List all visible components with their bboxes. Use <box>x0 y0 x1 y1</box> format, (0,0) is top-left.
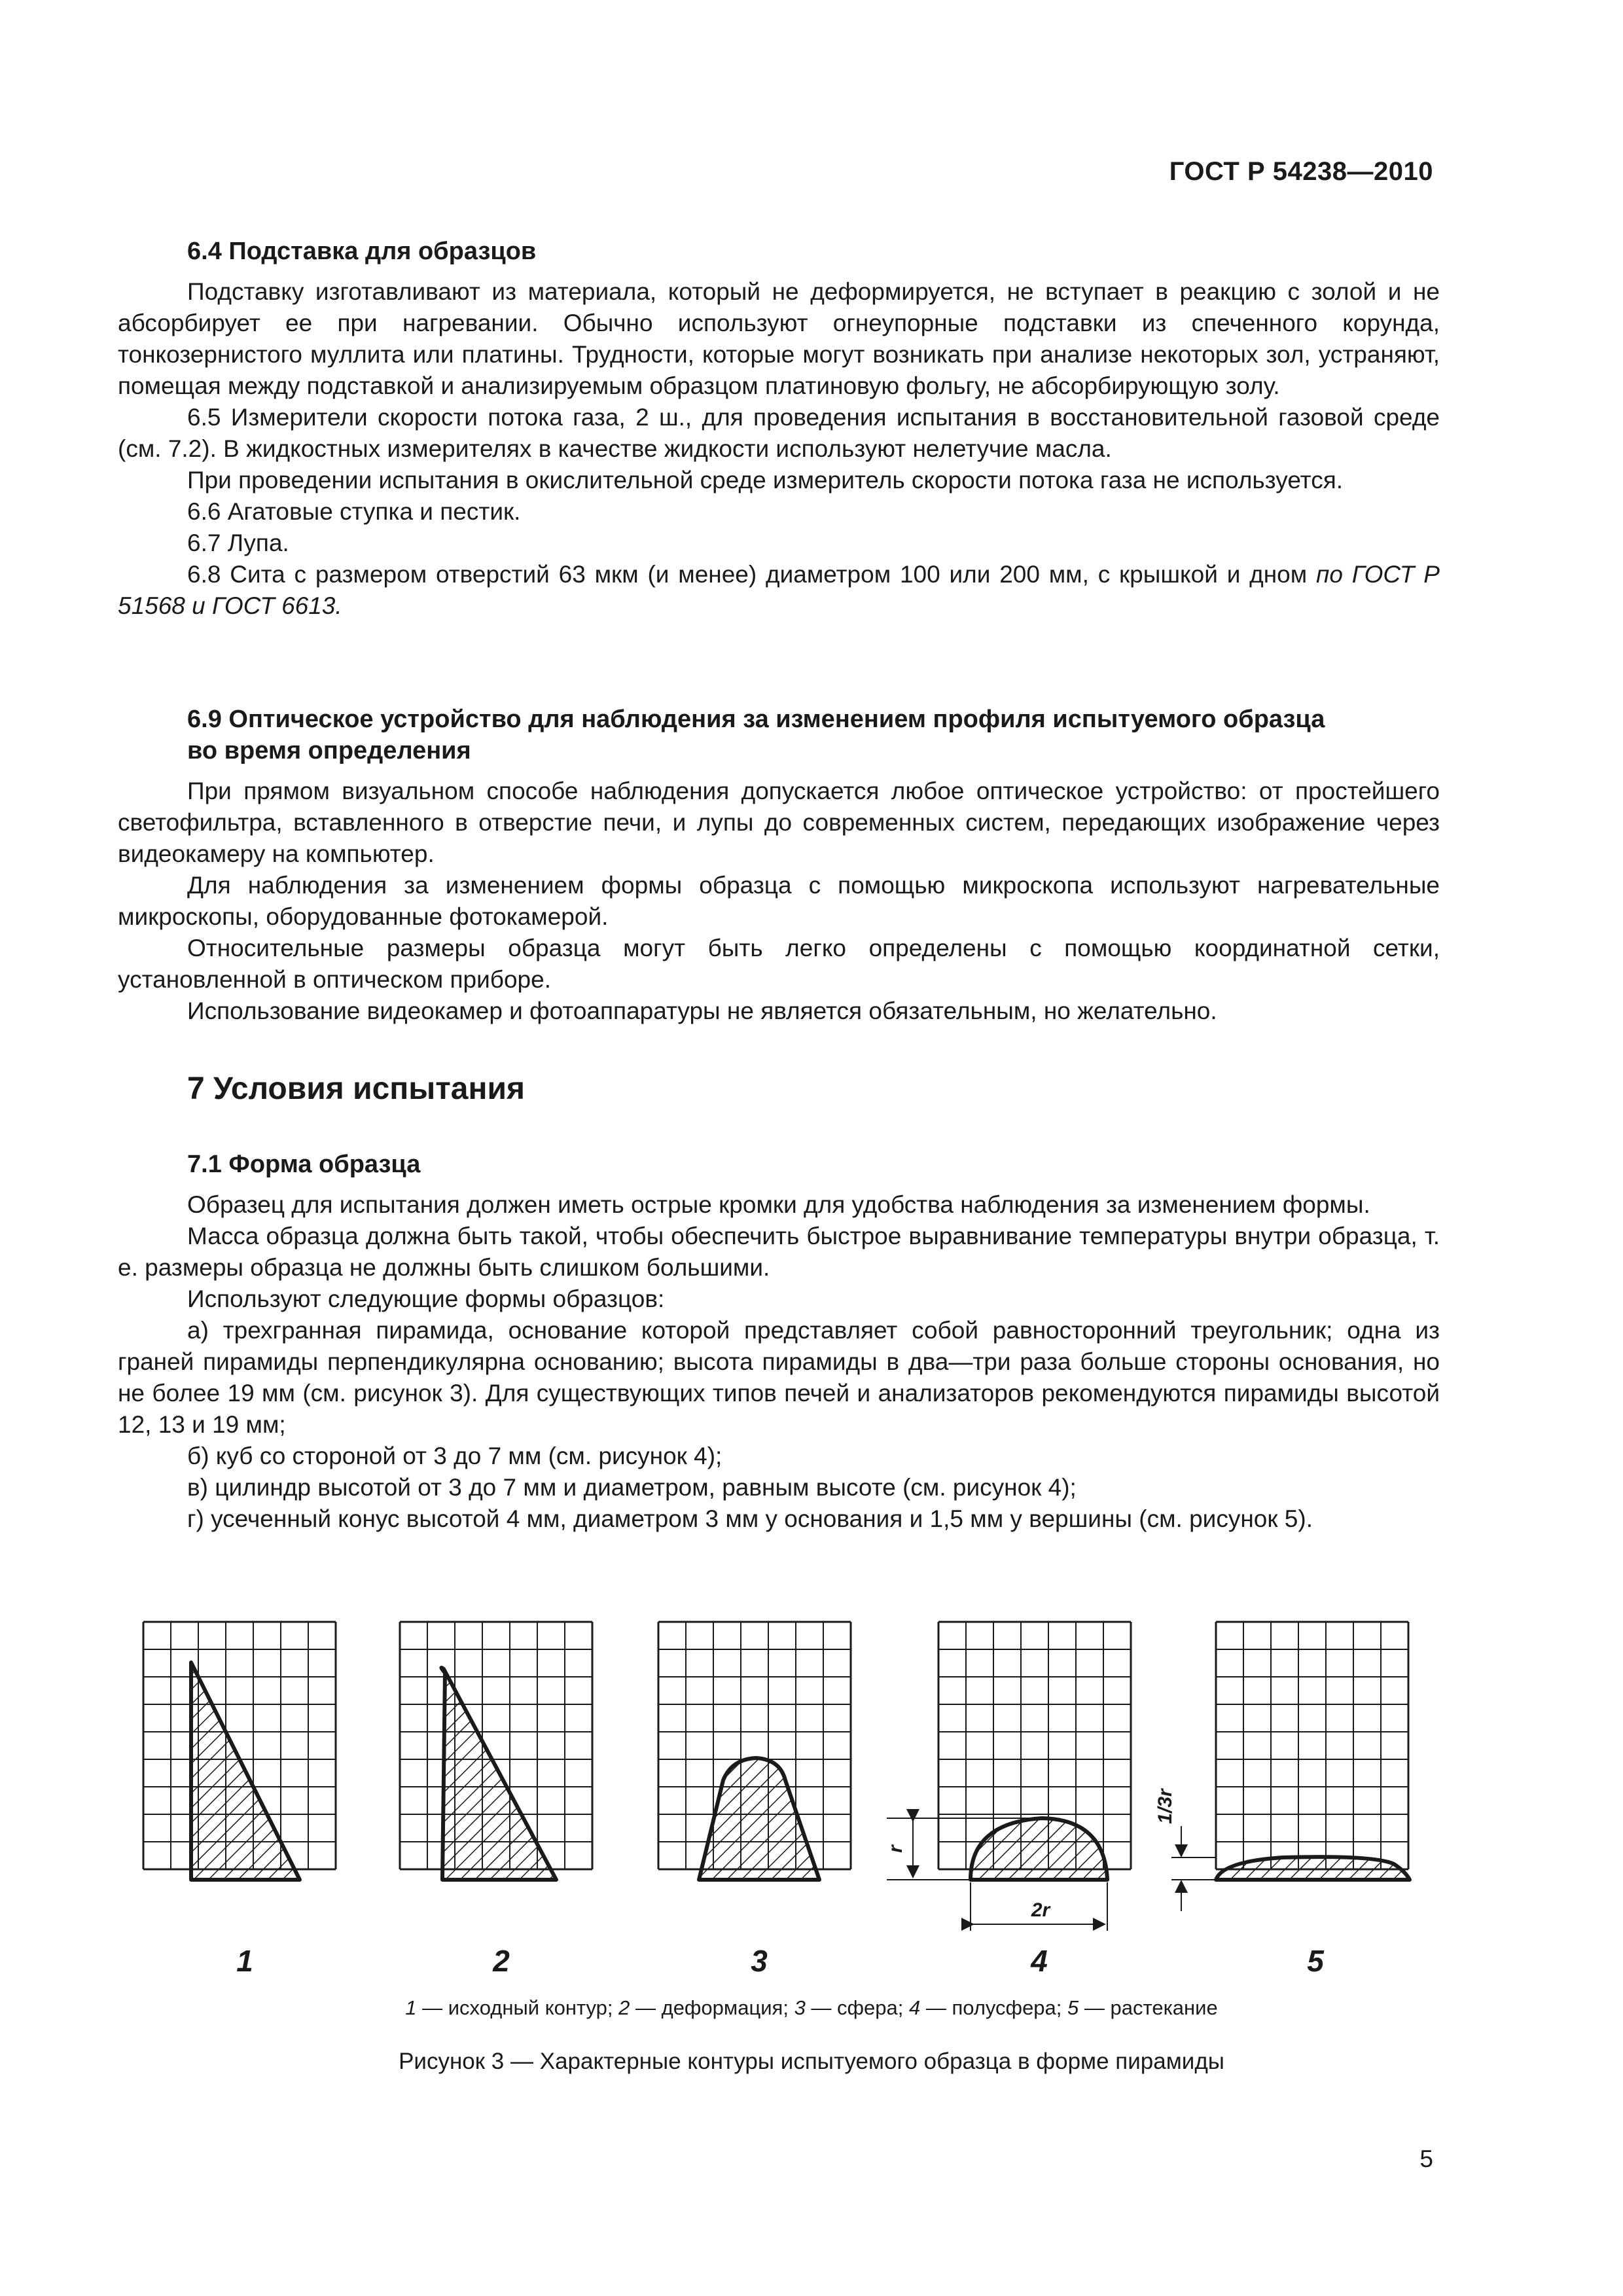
panel-4-contour <box>971 1818 1107 1880</box>
panel-5-contour <box>1216 1857 1410 1880</box>
dimension-r-label: r <box>885 1845 906 1853</box>
item-6-5: 6.5 Измерители скорости потока газа, 2 ш., для проведения испытания в восстановительной газовой среде (см. 7.2). В жидкостных измерителях в качестве жидкости используют нелетучие масла. <box>118 404 1440 462</box>
section-6-4-heading: 6.4 Подставка для образцов <box>187 238 537 265</box>
item-6-7: 6.7 Лупа. <box>187 529 289 556</box>
item-6-8-standard-ref: по ГОСТ Р 51568 и ГОСТ 6613. <box>118 561 1440 619</box>
panel-label-5: 5 <box>1307 1944 1324 1978</box>
document-id-header: ГОСТ Р 54238—2010 <box>1169 157 1433 186</box>
figure-3-drawing <box>0 1584 1623 1990</box>
panel-5-dimensions <box>1171 1826 1216 1911</box>
section-7-1-heading: 7.1 Форма образца <box>187 1151 421 1178</box>
legend-number-4: 4 <box>909 1996 921 2019</box>
section-6-4 <box>118 236 1440 622</box>
grid-panel-5 <box>1216 1622 1408 1869</box>
panel-label-4: 4 <box>1031 1944 1048 1978</box>
figure-legend <box>0 1996 1623 2020</box>
section-6-9-heading: 6.9 Оптическое устройство для наблюдения за изменением профиля испытуемого образца во время определения <box>187 706 1325 764</box>
legend-text-5: — растекание <box>1079 1996 1218 2019</box>
item-6-8 <box>118 559 1440 622</box>
legend-text-4: — полусфера; <box>920 1996 1068 2019</box>
figure-caption: Рисунок 3 — Характерные контуры испытуемого образца в форме пирамиды <box>399 2049 1224 2074</box>
section-7 <box>118 1073 1440 1105</box>
section-7-1-paragraph-2: Масса образца должна быть такой, чтобы обеспечить быстрое выравнивание температуры внутри образца, т. е. размеры образца не должны быть слишком большими. <box>118 1223 1440 1281</box>
legend-text-2: — деформация; <box>630 1996 794 2019</box>
list-item-a: а) трехгранная пирамида, основание которой представляет собой равносторонний треугольник; одна из граней пирамиды перпендикулярна основанию; высота пирамиды в два—три раза больше стороны основания, но не более 19 мм (см. рисунок 3). Для существующих типов печей и анализаторов рекомендуются пирамиды высотой 12, 13 и 19 мм; <box>118 1317 1440 1438</box>
panel-label-2: 2 <box>493 1944 510 1978</box>
panel-label-3: 3 <box>751 1944 768 1978</box>
section-6-9-paragraph-4: Использование видеокамер и фотоаппаратуры не является обязательным, но желательно. <box>187 997 1217 1024</box>
legend-text-3: — сфера; <box>805 1996 909 2019</box>
section-6-9 <box>118 704 1440 1027</box>
section-6-4-paragraph: Подставку изготавливают из материала, который не деформируется, не вступает в реакцию с золой и не абсорбирует ее при нагревании. Обычно используют огнеупорные подставки из спеченного корунда, тонкозернистого муллита или платины. Трудности, которые могут возникать при анализе некоторых зол, устраняют, помещая между подставкой и анализируемым образцом платиновую фольгу, не абсорбирующую золу. <box>118 278 1440 399</box>
panel-1-contour <box>191 1662 300 1880</box>
panel-label-1: 1 <box>236 1944 253 1978</box>
section-7-1-paragraph-3: Используют следующие формы образцов: <box>187 1285 665 1312</box>
legend-text-1: — исходный контур; <box>416 1996 619 2019</box>
section-6-9-paragraph-2: Для наблюдения за изменением формы образца с помощью микроскопа используют нагревательные микроскопы, оборудованные фотокамерой. <box>118 872 1440 930</box>
section-7-heading: 7 Условия испытания <box>187 1071 525 1106</box>
page-number: 5 <box>1419 2145 1433 2172</box>
panel-2-contour <box>441 1668 556 1880</box>
dimension-2r-label: 2r <box>1031 1899 1050 1921</box>
panel-3-contour <box>699 1758 819 1880</box>
list-item-v: в) цилиндр высотой от 3 до 7 мм и диаметром, равным высоте (см. рисунок 4); <box>187 1474 1077 1501</box>
item-6-6: 6.6 Агатовые ступка и пестик. <box>187 498 521 525</box>
section-7-1 <box>118 1149 1440 1535</box>
section-6-9-paragraph-1: При прямом визуальном способе наблюдения допускается любое оптическое устройство: от простейшего светофильтра, вставленного в отверстие печи, и лупы до современных систем, передающих изображение через видеокамеру на компьютер. <box>118 778 1440 867</box>
list-item-b: б) куб со стороной от 3 до 7 мм (см. рисунок 4); <box>187 1443 722 1469</box>
legend-number-3: 3 <box>794 1996 806 2019</box>
section-6-9-paragraph-3: Относительные размеры образца могут быть легко определены с помощью координатной сетки, установленной в оптическом приборе. <box>118 935 1440 993</box>
item-6-8-text: 6.8 Сита с размером отверстий 63 мкм (и менее) диаметром 100 или 200 мм, с крышкой и дном <box>187 561 1316 588</box>
list-item-g: г) усеченный конус высотой 4 мм, диаметром 3 мм у основания и 1,5 мм у вершины (см. рисунок 5). <box>187 1505 1313 1532</box>
legend-number-5: 5 <box>1067 1996 1079 2019</box>
figure-3 <box>0 1584 1623 1990</box>
item-6-5-note: При проведении испытания в окислительной среде измеритель скорости потока газа не используется. <box>187 467 1344 493</box>
dimension-third-r-label: 1/3r <box>1154 1789 1176 1824</box>
legend-number-2: 2 <box>618 1996 630 2019</box>
legend-number-1: 1 <box>405 1996 417 2019</box>
section-7-1-paragraph-1: Образец для испытания должен иметь острые кромки для удобства наблюдения за изменением формы. <box>187 1191 1370 1218</box>
